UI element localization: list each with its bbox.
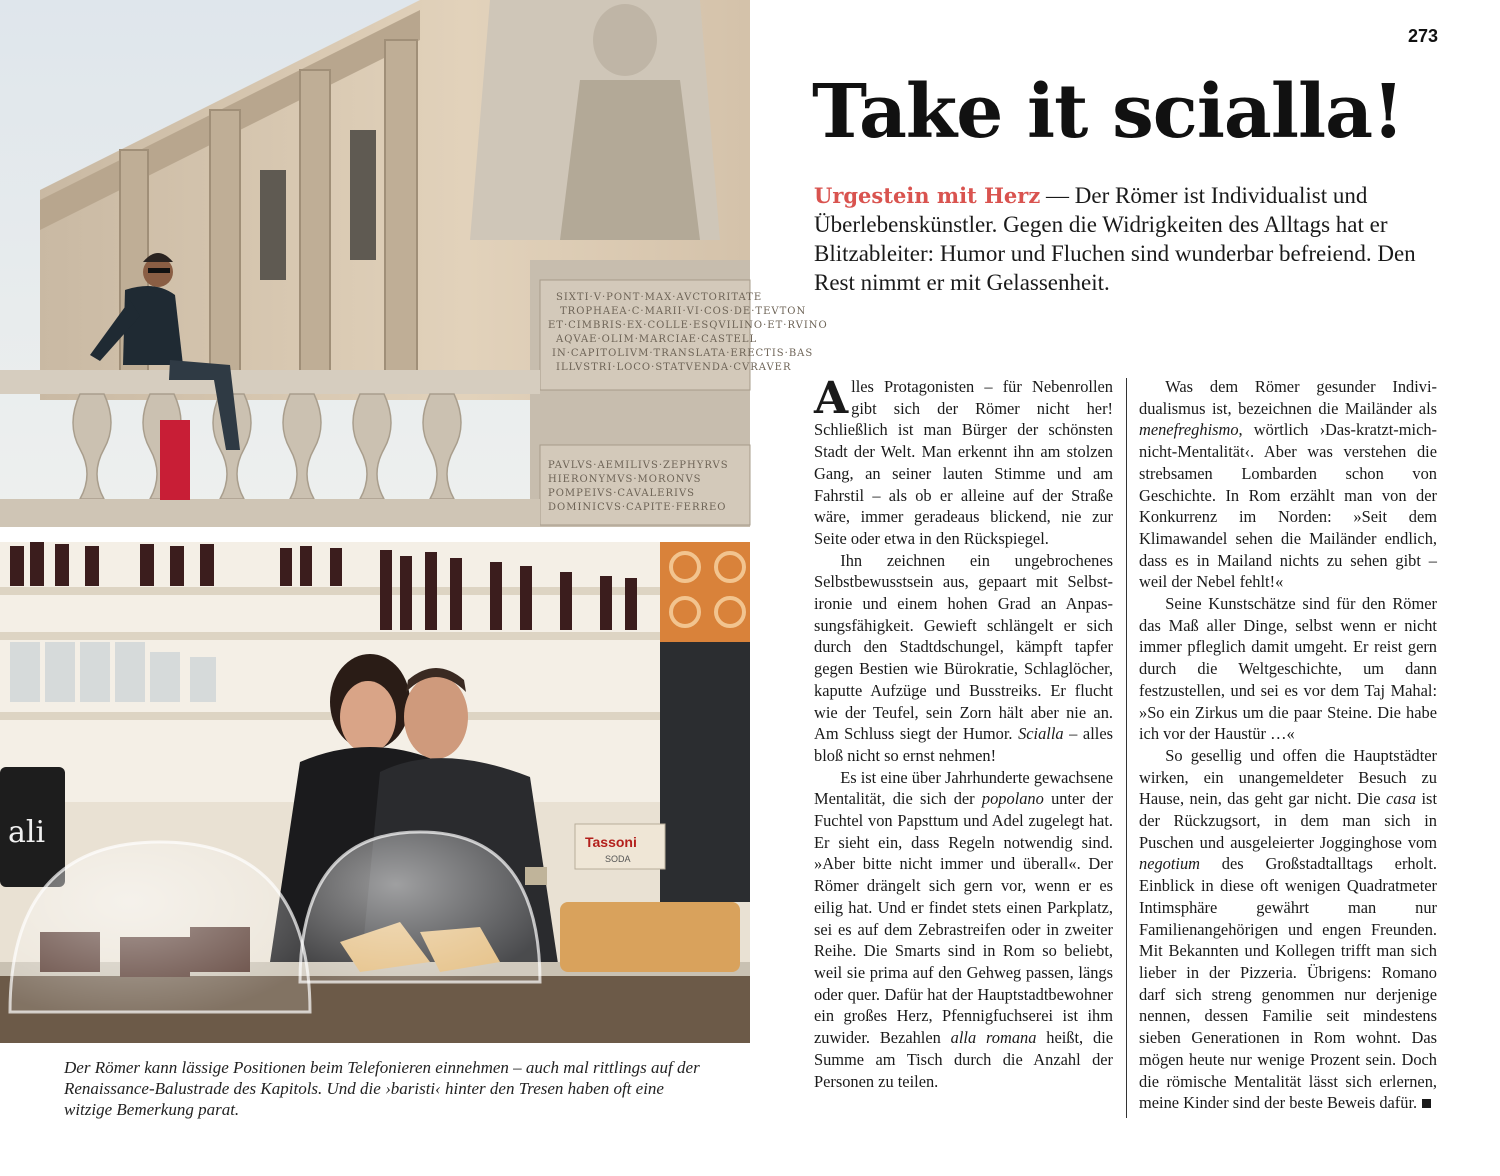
emphasis: casa	[1386, 789, 1417, 809]
inscription-upper-line: AQVAE·OLIM·MARCIAE·CASTELL	[556, 334, 758, 345]
soda-box-label: Tassoni	[585, 834, 637, 850]
drop-cap: A	[814, 373, 849, 424]
emphasis: alla romana	[950, 1028, 1037, 1048]
paragraph-text: unter der Fuchtel von Papsttum und Adel zugelegt hat. Er sieht ein, dass Regeln notwendig sind. »Aber bitte nicht immer und überall«. Der Römer drängelt sich gern vor, wenn er es eilig hat. Und er findet stets einen Parkplatz, sei es auf dem Zebrastreifen oder in zweiter Reihe. Die Smarts sind in Rom so beliebt, weil sie prima auf den Gehweg passen, längs oder quer. Dafür hat der Hauptstadtbewohner ein großes Herz, Pfennigfuchserei ist ihm zuwider. Bezahlen	[814, 789, 1113, 1048]
inscription-upper-line: SIXTI·V·PONT·MAX·AVCTORITATE	[556, 292, 763, 303]
body-column-2	[1139, 376, 1437, 1114]
chalkboard-text: ali	[8, 815, 46, 850]
emphasis: negotium	[1139, 854, 1201, 874]
inscription-lower-line: DOMINICVS·CAPITE·FERREO	[548, 502, 727, 513]
inscription-upper-line: ET·CIMBRIS·EX·COLLE·ESQVILINO·ET·RVINO	[548, 320, 828, 331]
paragraph-text: So gesellig und offen die Hauptstädter wirken, ein unangemeldeter Besuch zu Hause, nein, das geht gar nicht. Die	[1139, 745, 1437, 809]
inscription-lower-line: HIERONYMVS·MORONVS	[548, 474, 702, 485]
paragraph-text: ist der Rückzugsort, in dem man sich in Puschen und ausgeleierter Jogginghose vom	[1139, 789, 1437, 852]
paragraph-text: des Großstadtalltags erholt. Einblick in diese oft wenigen Quadratmeter Intimsphäre gewährt man nur Familienangehörigen und engen Freunden. Mit Bekannten und Kollegen trifft man sich lieber in der Pizzeria. Übrigens: Romano darf sich streng genommen nur derjenige nennen, dessen Familie seit mindestens sieben Generationen in Rom wohnt. Das mögen heute nur wenige Prozent sein. Doch die römische Mentalität lässt sich erlernen, meine Kinder sind der beste Beweis dafür.	[1139, 854, 1437, 1113]
paragraph	[1139, 745, 1437, 1114]
paragraph-text: Seine Kunstschätze sind für den Römer das Maß aller Dinge, selbst wenn er nicht immer pfleglich damit umgeht. Er reist gern durch die Weltgeschichte, um dann festzustellen, und sei es vor dem Taj Mahal: »So ein Zirkus um die paar Steine. Die habe ich vor der Haustür …«	[1139, 594, 1437, 744]
paragraph	[1139, 593, 1437, 745]
paragraph-text: Ihn zeichnen ein ungebrochenes Selbstbewusstsein aus, gepaart mit Selbstironie und einem hohen Grad an Anpassungsfähigkeit. Gewieft schlängelt er sich durch den Stadtdschungel, kämpft tapfer gegen Bestien wie Bürokratie, Schlaglöcher, kaputte Aufzüge und Busstreiks. Er flucht wie der Teufel, sein Zorn hält aber nie an. Am Schluss siegt der Humor.	[814, 550, 1113, 744]
column-divider	[1126, 378, 1127, 1118]
paragraph-text: – alles bloß nicht so ernst nehmen!	[814, 724, 1113, 765]
soda-box-sublabel: SODA	[605, 854, 631, 864]
page-number: 273	[1407, 26, 1438, 46]
intro-kicker: Urgestein mit Herz	[814, 183, 1041, 208]
inscription-upper-line: IN·CAPITOLIVM·TRANSLATA·ERECTIS·BAS	[552, 348, 814, 359]
paragraph	[814, 373, 1113, 550]
end-mark-icon	[1422, 1099, 1431, 1108]
body-column-1	[814, 373, 1114, 1092]
paragraph-text: , wörtlich ›Das-kratzt-mich-nicht-Mentalität‹. Aber was verstehen die strebsamen Lombarden schon von Geschichte. In Rom erzählt man von der Konkurrenz im Norden: »Seit dem Klimawandel sehen die Mailänder endlich, dass es in Mailand nichts zu sehen gibt – weil der Nebel fehlt!«	[1139, 420, 1437, 592]
article-intro	[814, 181, 1454, 297]
emphasis: Scialla	[1018, 724, 1064, 744]
photo-caption: Der Römer kann lässige Positionen beim Telefonieren einnehmen – auch mal rittlings auf der Renaissance-Balustrade des Kapitols. Und die ›baristi‹ hinter den Tresen haben oft eine witzige Bemerkung parat.	[64, 1058, 700, 1119]
paragraph-text: lles Protagonisten – für Nebenrollen gibt sich der Römer nicht her! Schließlich ist man Bürger der schönsten Stadt der Welt. Man erkennt ihn am stolzen Gang, an seiner lauten Stimme und am Fahrstil – als ob er alleine auf der Straße wäre, immer geradeaus blickend, nie zur Seite oder etwa in den Rückspiegel.	[814, 377, 1113, 548]
emphasis: menefreghismo	[1139, 420, 1239, 440]
paragraph-text: heißt, die Summe am Tisch durch die Anzahl der Personen zu teilen.	[814, 1028, 1114, 1091]
photo-baristi	[0, 542, 750, 1043]
paragraph	[1139, 376, 1437, 593]
photo-capitol-balustrade	[0, 0, 828, 527]
inscription-upper-line: TROPHAEA·C·MARII·VI·COS·DE·TEVTON	[560, 306, 807, 317]
emphasis: popolano	[981, 789, 1044, 809]
paragraph-text: Es ist eine über Jahrhunderte gewachsene Mentalität, die sich der	[814, 767, 1113, 809]
article-title: Take it scialla!	[812, 69, 1404, 155]
paragraph-text: Was dem Römer gesunder Individualismus ist, bezeichnen die Mailänder als	[1139, 377, 1437, 418]
inscription-lower-line: PAVLVS·AEMILIVS·ZEPHYRVS	[548, 460, 729, 471]
inscription-lower-line: POMPEIVS·CAVALERIVS	[548, 488, 696, 499]
inscription-upper-line: ILLVSTRI·LOCO·STATVENDA·CVRAVER	[556, 362, 792, 373]
paragraph	[814, 550, 1113, 767]
paragraph	[814, 767, 1113, 1093]
intro-text: — Der Römer ist Individualist und Überlebenskünstler. Gegen die Widrigkeiten des Alltags hat er Blitzableiter: Humor und Fluchen sind wunderbar befreiend. Den Rest nimmt er mit Gelassenheit.	[814, 183, 1416, 295]
